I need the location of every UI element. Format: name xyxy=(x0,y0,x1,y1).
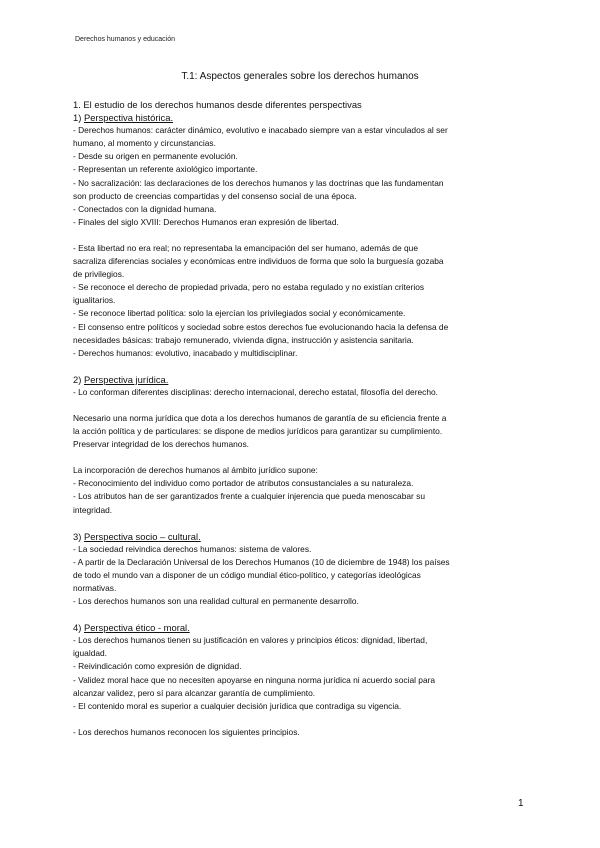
text-line: de privilegios. xyxy=(73,269,125,280)
text-line: Preservar integridad de los derechos humanos. xyxy=(73,439,249,450)
text-line: - Reconocimiento del individuo como portador de atributos consustanciales a su naturaleza. xyxy=(73,478,414,489)
text-line: la acción política y de particulares: se dispone de medios jurídicos para garantizar su cumplimiento. xyxy=(73,426,443,437)
running-header: Derechos humanos y educación xyxy=(75,36,176,43)
section-number: 4) xyxy=(73,622,84,634)
blank-line xyxy=(73,451,533,464)
text-line: La incorporación de derechos humanos al ámbito jurídico supone: xyxy=(73,465,318,476)
section-heading-text: Perspectiva jurídica. xyxy=(83,373,169,385)
text-line: - Los derechos humanos tienen su justificación en valores y principios éticos: dignidad, libertad, xyxy=(73,635,428,646)
text-line: son producto de creencias compartidas y del consenso social de una época. xyxy=(73,190,357,201)
blank-line xyxy=(73,608,533,621)
text-line: - Lo conforman diferentes disciplinas: derecho internacional, derecho estatal, filosofía del derecho. xyxy=(73,386,438,397)
text-line: - El contenido moral es superior a cualquier decisión jurídica que contradiga su vigencia. xyxy=(73,700,402,711)
section-number: 2) xyxy=(73,373,84,385)
blank-line xyxy=(73,517,533,530)
text-line: - Reivindicación como expresión de dignidad. xyxy=(73,661,242,672)
text-line: - No sacralización: las declaraciones de los derechos humanos y las doctrinas que las fundamentan xyxy=(73,177,444,188)
page-number: 1 xyxy=(518,798,524,809)
blank-line xyxy=(73,399,533,412)
text-line: normativas. xyxy=(73,583,117,593)
section-number: 1) xyxy=(73,112,84,124)
text-line: - El consenso entre políticos y sociedad sobre estos derechos fue evolucionando hacia la defensa de xyxy=(73,321,449,332)
text-line: alcanzar validez, pero sí para alcanzar garantía de cumplimiento. xyxy=(73,687,316,698)
text-line: - Los derechos humanos son una realidad cultural en permanente desarrollo. xyxy=(73,596,359,607)
text-line: igualdad. xyxy=(73,648,107,659)
text-line: - Representan un referente axiológico importante. xyxy=(73,164,258,175)
text-line: - Se reconoce libertad política: solo la ejercían los privilegiados social y económicamente. xyxy=(73,308,406,319)
text-line: - Esta libertad no era real; no representaba la emancipación del ser humano, además de que xyxy=(73,242,418,253)
text-line: necesidades básicas: trabajo remunerado, vivienda digna, instrucción y asistencia sanitaria. xyxy=(73,334,414,345)
section-heading-text: Perspectiva histórica. xyxy=(83,112,174,124)
text-line: - Derechos humanos: evolutivo, inacabado y multidisciplinar. xyxy=(73,347,298,358)
section-heading xyxy=(73,530,533,543)
section-heading xyxy=(73,373,533,386)
text-line: sacraliza diferencias sociales y económicas entre individuos de forma que solo la burguesía gozaba xyxy=(73,256,444,267)
text-line: - Conectados con la dignidad humana. xyxy=(73,203,217,214)
section-title: 1. El estudio de los derechos humanos desde diferentes perspectivas xyxy=(73,99,362,110)
blank-line xyxy=(73,360,533,373)
text-line: humano, al momento y circunstancias. xyxy=(73,138,216,149)
section-heading-text: Perspectiva socio – cultural. xyxy=(83,530,201,542)
text-line: integridad. xyxy=(73,504,113,515)
text-line: - Los derechos humanos reconocen los siguientes principios. xyxy=(73,726,300,737)
text-line: Necesario una norma jurídica que dota a los derechos humanos de garantía de su eficiencia frente a xyxy=(73,412,447,423)
text-line: - A partir de la Declaración Universal de los Derechos Humanos (10 de diciembre de 1948) los países xyxy=(73,556,450,567)
text-line: - Finales del siglo XVIII: Derechos Humanos eran expresión de libertad. xyxy=(73,216,339,227)
text-line: igualitarios. xyxy=(73,295,116,306)
text-line: - La sociedad reivindica derechos humanos: sistema de valores. xyxy=(73,543,312,554)
text-line: - Derechos humanos: carácter dinámico, evolutivo e inacabado siempre van a estar vinculados al ser xyxy=(73,125,448,136)
text-line: - Validez moral hace que no necesiten apoyarse en ninguna norma jurídica ni acuerdo social para xyxy=(73,674,436,685)
section-heading-text: Perspectiva ético - moral. xyxy=(83,622,190,634)
section-heading xyxy=(73,621,533,634)
text-line: de todo el mundo van a disponer de un código mundial ético-político, y categorías ideológicas xyxy=(73,569,421,580)
document-body xyxy=(73,98,533,739)
blank-line xyxy=(73,713,533,726)
blank-line xyxy=(73,229,533,242)
text-line: - Desde su origen en permanente evolución. xyxy=(73,151,238,162)
text-line: - Se reconoce el derecho de propiedad privada, pero no estaba regulado y no existían criterios xyxy=(73,282,425,293)
text-line: - Los atributos han de ser garantizados frente a cualquier injerencia que pueda menoscabar su xyxy=(73,491,425,502)
section-number: 3) xyxy=(73,530,84,542)
document-title: T.1: Aspectos generales sobre los derechos humanos xyxy=(181,71,419,82)
section-heading xyxy=(73,111,533,124)
